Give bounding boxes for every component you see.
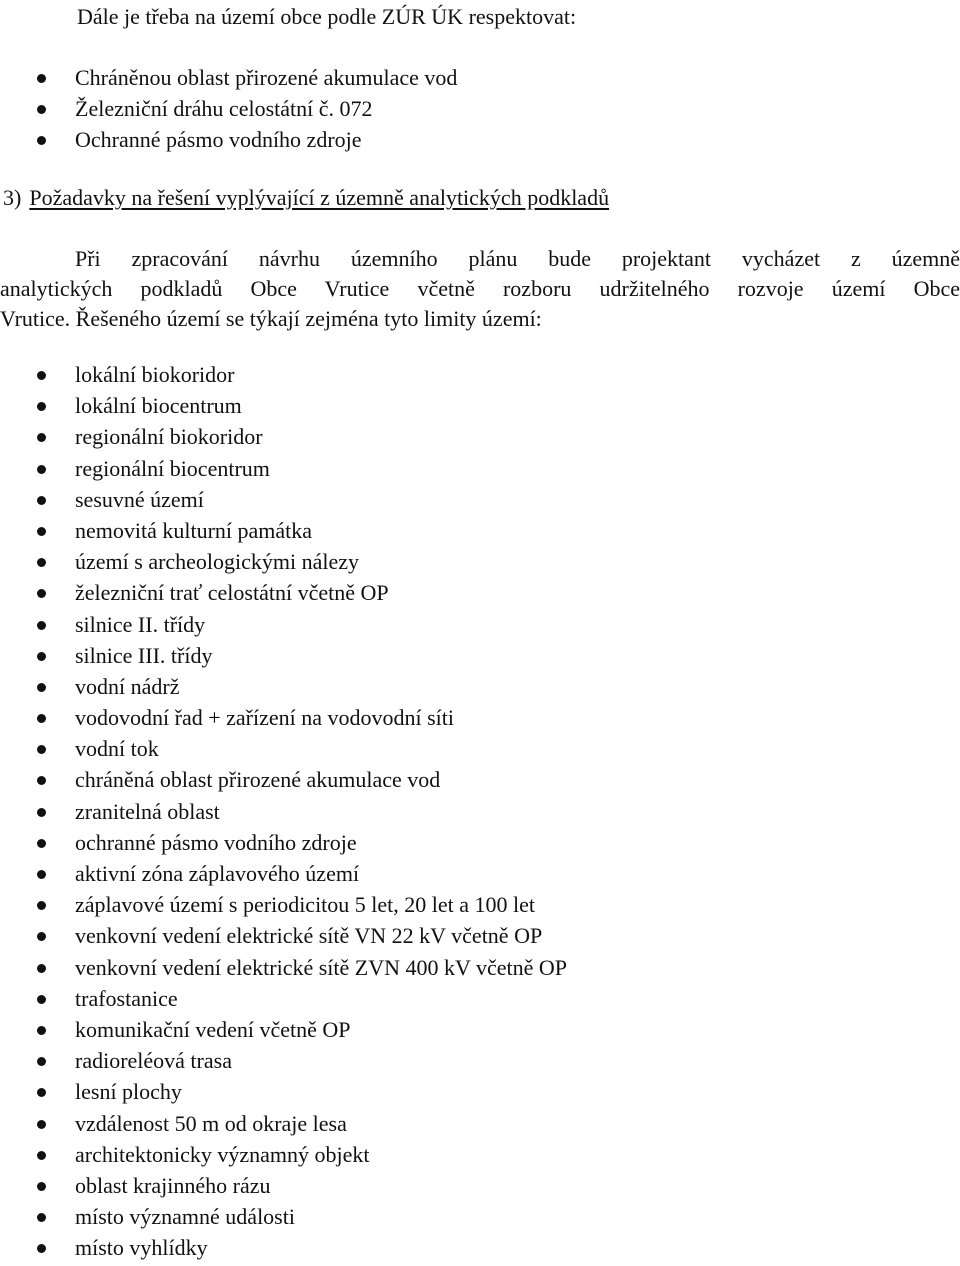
zur-requirements-list (0, 65, 457, 159)
bullet-icon (37, 1244, 46, 1253)
list-item (0, 955, 567, 986)
list-item (0, 799, 567, 830)
bullet-icon (37, 652, 46, 661)
bullet-icon (37, 1182, 46, 1191)
section-number: 3) (3, 185, 22, 210)
bullet-icon (37, 465, 46, 474)
list-item (0, 127, 457, 158)
bullet-icon (37, 714, 46, 723)
list-item (0, 456, 567, 487)
list-item (0, 736, 567, 767)
list-item (0, 612, 567, 643)
list-item (0, 705, 567, 736)
list-item (0, 96, 457, 127)
bullet-icon (37, 371, 46, 380)
list-item-text: Chráněnou oblast přirozené akumulace vod (75, 65, 458, 90)
list-item (0, 518, 567, 549)
list-item-text: trafostanice (75, 985, 178, 1011)
list-item (0, 362, 567, 393)
list-item-text: záplavové území s periodicitou 5 let, 20 let a 100 let (75, 892, 536, 918)
list-item (0, 861, 567, 892)
list-item-text: oblast krajinného rázu (75, 1172, 271, 1198)
list-item (0, 1173, 567, 1204)
list-item (0, 487, 567, 518)
bullet-icon (37, 1120, 46, 1129)
list-item-text: vodovodní řad + zařízení na vodovodní síti (75, 705, 454, 731)
list-item-text: architektonicky významný objekt (75, 1141, 370, 1167)
list-item-text: Železniční dráhu celostátní č. 072 (75, 96, 373, 122)
bullet-icon (37, 558, 46, 567)
bullet-icon (37, 433, 46, 442)
list-item-text: místo vyhlídky (75, 1235, 208, 1261)
list-item (0, 892, 567, 923)
bullet-icon (37, 776, 46, 785)
list-item (0, 830, 567, 861)
list-item-text: radioreléová trasa (75, 1048, 232, 1074)
list-item (0, 1204, 567, 1235)
list-item-text: venkovní vedení elektrické sítě VN 22 kV včetně OP (75, 923, 543, 949)
bullet-icon (37, 1151, 46, 1160)
bullet-icon (37, 527, 46, 536)
list-item-text: chráněná oblast přirozené akumulace vod (75, 767, 441, 793)
list-item-text: území s archeologickými nálezy (75, 549, 360, 575)
bullet-icon (37, 683, 46, 692)
bullet-icon (37, 105, 46, 114)
bullet-icon (37, 621, 46, 630)
bullet-icon (37, 745, 46, 754)
list-item (0, 393, 567, 424)
list-item-text: zranitelná oblast (75, 798, 220, 824)
bullet-icon (37, 74, 46, 83)
list-item-text: regionální biocentrum (75, 455, 270, 481)
list-item-text: vzdálenost 50 m od okraje lesa (75, 1110, 347, 1136)
list-item (0, 1142, 567, 1173)
list-item (0, 674, 567, 705)
list-item (0, 643, 567, 674)
list-item-text: Ochranné pásmo vodního zdroje (75, 127, 362, 153)
list-item-text: vodní nádrž (75, 673, 180, 699)
bullet-icon (37, 136, 46, 145)
list-item (0, 65, 457, 96)
list-item (0, 923, 567, 954)
list-item (0, 767, 567, 798)
list-item-text: lesní plochy (75, 1079, 182, 1105)
list-item (0, 580, 567, 611)
bullet-icon (37, 402, 46, 411)
list-item (0, 424, 567, 455)
list-item-text: venkovní vedení elektrické sítě ZVN 400 kV včetně OP (75, 954, 568, 980)
list-item (0, 1048, 567, 1079)
paragraph-line: Vrutice. Řešeného území se týkají zejména tyto limity území: (0, 306, 542, 331)
list-item-text: místo významné události (75, 1204, 295, 1230)
list-item-text: vodní tok (75, 736, 159, 762)
paragraph-line: analytických podkladů Obce Vrutice včetně rozboru udržitelného rozvoje území Obce (0, 276, 960, 301)
bullet-icon (37, 870, 46, 879)
list-item-text: nemovitá kulturní památka (75, 517, 313, 543)
bullet-icon (37, 964, 46, 973)
list-item (0, 1111, 567, 1142)
paragraph-line: Při zpracování návrhu územního plánu bude projektant vycházet z územně (75, 246, 960, 271)
list-item-text: regionální biokoridor (75, 424, 263, 450)
list-item-text: silnice II. třídy (75, 611, 206, 637)
list-item (0, 1235, 567, 1266)
intro-sentence: Dále je třeba na území obce podle ZÚR ÚK respektovat: (77, 4, 577, 29)
bullet-icon (37, 932, 46, 941)
list-item (0, 986, 567, 1017)
body-paragraph (0, 244, 960, 334)
list-item (0, 1017, 567, 1048)
section-title: Požadavky na řešení vyplývající z územně analytických podkladů (29, 185, 610, 210)
bullet-icon (37, 589, 46, 598)
limits-list (0, 362, 567, 1266)
list-item-text: lokální biokoridor (75, 362, 235, 387)
list-item-text: aktivní zóna záplavového území (75, 861, 360, 886)
bullet-icon (37, 1213, 46, 1222)
list-item-text: železniční trať celostátní včetně OP (75, 580, 389, 606)
list-item-text: silnice III. třídy (75, 642, 213, 668)
list-item-text: komunikační vedení včetně OP (75, 1016, 351, 1042)
bullet-icon (37, 1088, 46, 1097)
section-heading (3, 185, 609, 211)
bullet-icon (37, 496, 46, 505)
list-item (0, 549, 567, 580)
bullet-icon (37, 1057, 46, 1066)
bullet-icon (37, 1026, 46, 1035)
bullet-icon (37, 995, 46, 1004)
bullet-icon (37, 839, 46, 848)
bullet-icon (37, 808, 46, 817)
list-item (0, 1079, 567, 1110)
list-item-text: lokální biocentrum (75, 393, 242, 419)
list-item-text: sesuvné území (75, 486, 204, 512)
bullet-icon (37, 901, 46, 910)
list-item-text: ochranné pásmo vodního zdroje (75, 829, 357, 855)
